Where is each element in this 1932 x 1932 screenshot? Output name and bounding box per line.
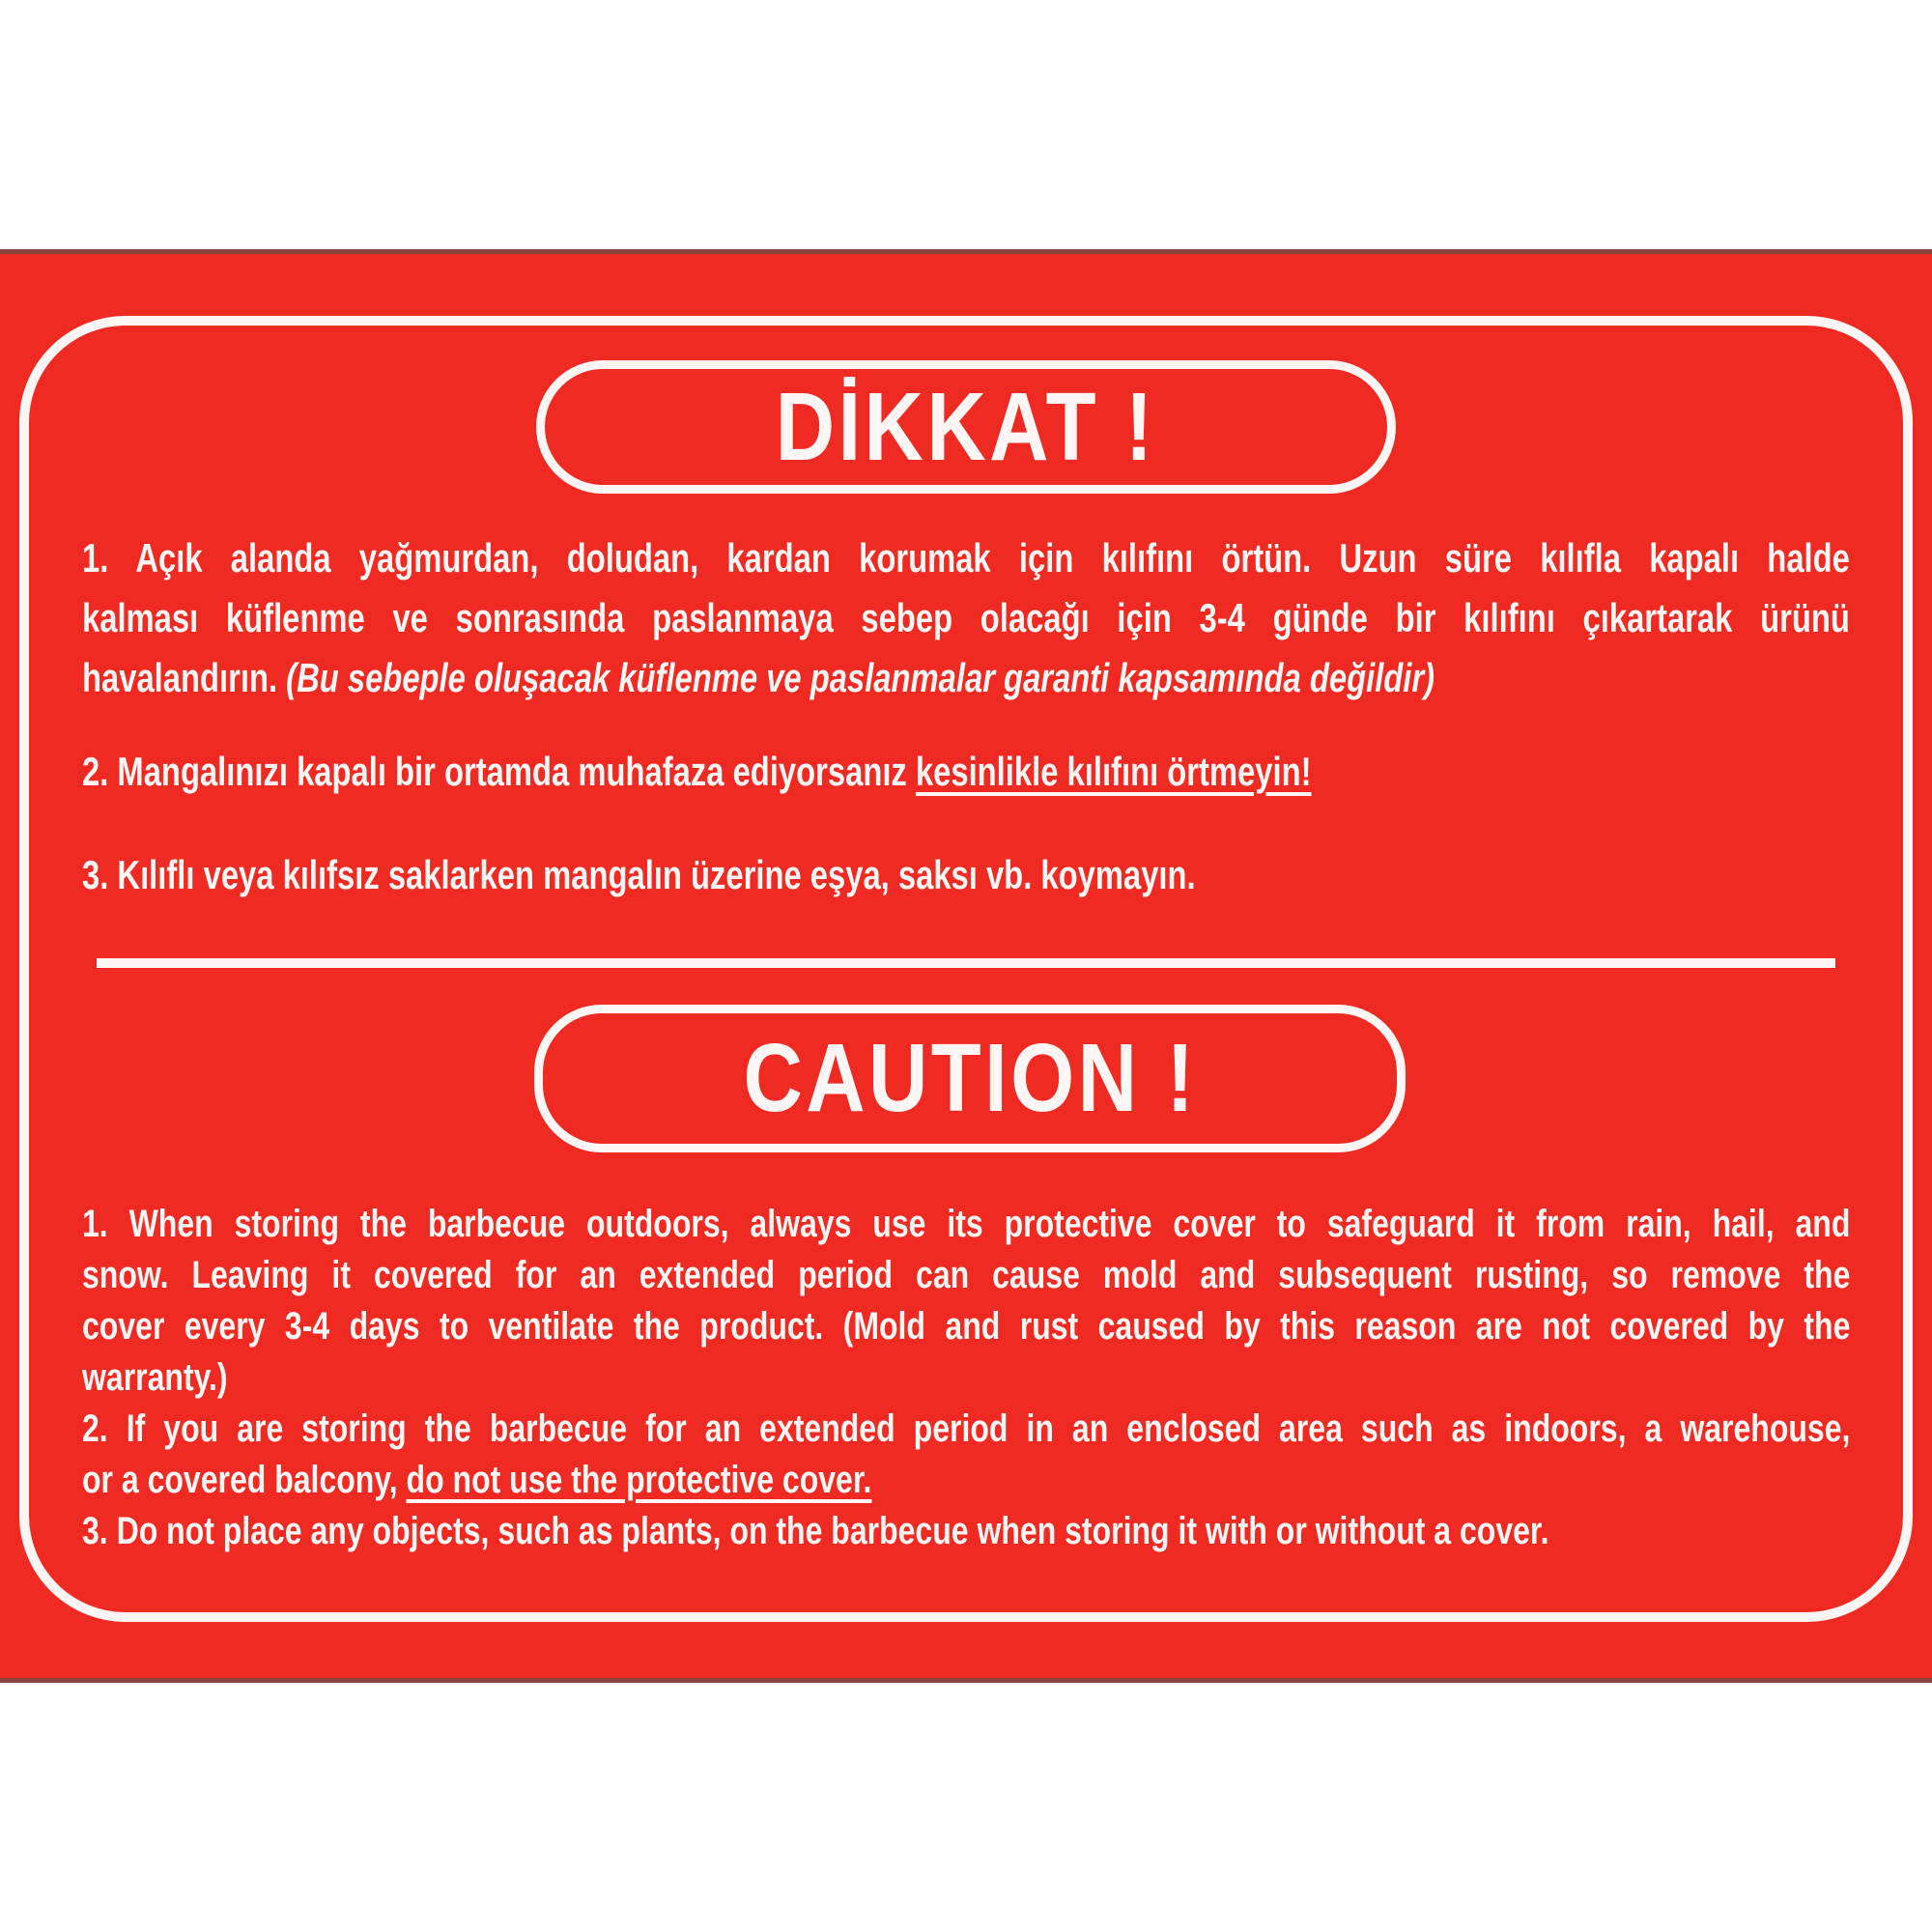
english-item-2-line-2-normal: or a covered balcony, [82, 1459, 407, 1501]
red-panel [0, 249, 1932, 1683]
section-divider-line [97, 958, 1835, 968]
caution-title-pill [534, 1005, 1406, 1152]
english-item-1-line-4: warranty.) [82, 1356, 228, 1399]
turkish-item-1-line-2: kalması küflenme ve sonrasında paslanmaya sebep olacağı için 3-4 günde bir kılıfını çıkartarak ürünü [82, 595, 1850, 640]
english-item-2-line-2 [82, 1455, 1850, 1506]
turkish-item-2-text: 2. Mangalınızı kapalı bir ortamda muhafaza ediyorsanız [82, 749, 916, 794]
turkish-item-1-line-3-italic: (Bu sebeple oluşacak küflenme ve paslanmalar garanti kapsamında değildir) [286, 655, 1435, 700]
caution-title: CAUTION ! [743, 1024, 1197, 1132]
english-item-3: 3. Do not place any objects, such as plants, on the barbecue when storing it with or without a cover. [82, 1510, 1549, 1552]
english-item-1-line-3: cover every 3-4 days to ventilate the product. (Mold and rust caused by this reason are not covered by the [82, 1305, 1851, 1348]
english-item-1-line-1: 1. When storing the barbecue outdoors, always use its protective cover to safeguard it from rain, hail, and [82, 1203, 1851, 1245]
turkish-item-2 [82, 742, 1850, 802]
english-section-text [82, 1199, 1850, 1557]
turkish-item-3: 3. Kılıflı veya kılıfsız saklarken mangalın üzerine eşya, saksı vb. koymayın. [82, 852, 1196, 897]
turkish-item-2-underlined: kesinlikle kılıfını örtmeyin! [915, 749, 1312, 794]
english-item-2-underlined: do not use the protective cover. [406, 1459, 872, 1501]
dikkat-title-pill [536, 360, 1396, 494]
turkish-item-1 [82, 528, 1850, 708]
turkish-item-1-line-3 [82, 648, 1850, 708]
turkish-item-1-line-1: 1. Açık alanda yağmurdan, doludan, kardan korumak için kılıfını örtün. Uzun süre kılıfla kapalı halde [82, 535, 1850, 581]
english-item-2-line-1: 2. If you are storing the barbecue for an extended period in an enclosed area such as indoors, a warehouse, [82, 1407, 1851, 1450]
turkish-item-1-line-3-normal: havalandırın. [82, 655, 287, 700]
dikkat-title: DİKKAT ! [776, 372, 1156, 481]
english-item-1-line-2: snow. Leaving it covered for an extended period can cause mold and subsequent rusting, so remove the [82, 1254, 1851, 1296]
